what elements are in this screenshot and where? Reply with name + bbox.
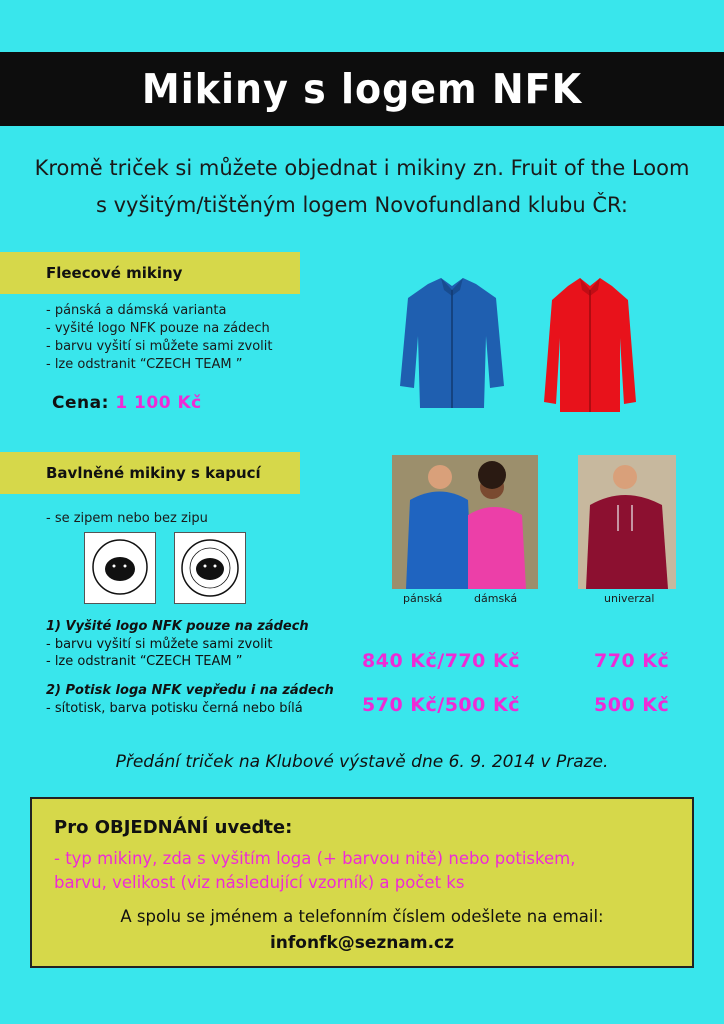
fleece-price (52, 393, 202, 413)
intro-line-1: Kromě triček si můžete objednat i mikiny zn. Fruit of the Loom (34, 156, 690, 180)
order-box (30, 797, 694, 968)
order-email-link[interactable]: infonfk@seznam.cz (269, 933, 455, 953)
caption-unisex: univerzal (604, 592, 655, 605)
red-fleece-jacket-image (540, 276, 640, 416)
option1-line: - barvu vyšití si můžete sami zvolit (46, 637, 273, 652)
order-details-line: - typ mikiny, zda s vyšitím loga (+ barvou nitě) nebo potiskem, (54, 849, 576, 868)
option1-line: - lze odstranit “CZECH TEAM ” (46, 654, 243, 669)
option2-price-pair: 570 Kč/500 Kč (362, 694, 520, 716)
fleece-bullet: - lze odstranit “CZECH TEAM ” (46, 357, 243, 372)
title-bar (0, 52, 724, 126)
fleece-price-label: Cena: (52, 393, 109, 413)
couple-hoodies-photo (392, 455, 538, 589)
nfk-logo-czech-team (84, 532, 156, 604)
fleece-bullet: - pánská a dámská varianta (46, 303, 227, 318)
option2-price-unisex: 500 Kč (594, 694, 670, 716)
hoodies-heading: Bavlněné mikiny s kapucí (46, 464, 261, 482)
nfk-logo-praha (174, 532, 246, 604)
hoodies-bullets (46, 510, 208, 528)
delivery-note: Předání triček na Klubové výstavě dne 6. 9. 2014 v Praze. (115, 752, 609, 772)
order-details-line: barvu, velikost (viz následující vzorník) a počet ks (54, 873, 465, 892)
option2-line: - sítotisk, barva potisku černá nebo bílá (46, 701, 303, 716)
option1-price-pair: 840 Kč/770 Kč (362, 650, 520, 672)
order-send-instruction: A spolu se jménem a telefonním číslem odešlete na email: (120, 907, 604, 926)
order-title: Pro OBJEDNÁNÍ uveďte: (54, 817, 293, 838)
fleece-bullet: - barvu vyšití si můžete sami zvolit (46, 339, 273, 354)
option2-title: 2) Potisk loga NFK vepředu i na zádech (46, 683, 334, 698)
fleece-bullets (46, 302, 272, 374)
page-title: Mikiny s logem NFK (141, 65, 583, 113)
caption-men: pánská (403, 592, 443, 605)
fleece-heading-tag (0, 252, 300, 294)
intro-line-2: s vyšitým/tištěným logem Novofundland klubu ČR: (95, 193, 629, 217)
hoodies-heading-tag (0, 452, 300, 494)
option1-title: 1) Vyšité logo NFK pouze na zádech (46, 619, 309, 634)
intro-text (0, 150, 724, 224)
fleece-heading: Fleecové mikiny (46, 264, 183, 282)
hoodies-bullet: - se zipem nebo bez zipu (46, 511, 208, 526)
order-details (54, 847, 684, 895)
blue-fleece-jacket-image (396, 276, 508, 411)
unisex-hoodie-photo (578, 455, 676, 589)
fleece-price-value: 1 100 Kč (115, 393, 202, 413)
option1-price-unisex: 770 Kč (594, 650, 670, 672)
fleece-bullet: - vyšité logo NFK pouze na zádech (46, 321, 270, 336)
caption-women: dámská (474, 592, 518, 605)
